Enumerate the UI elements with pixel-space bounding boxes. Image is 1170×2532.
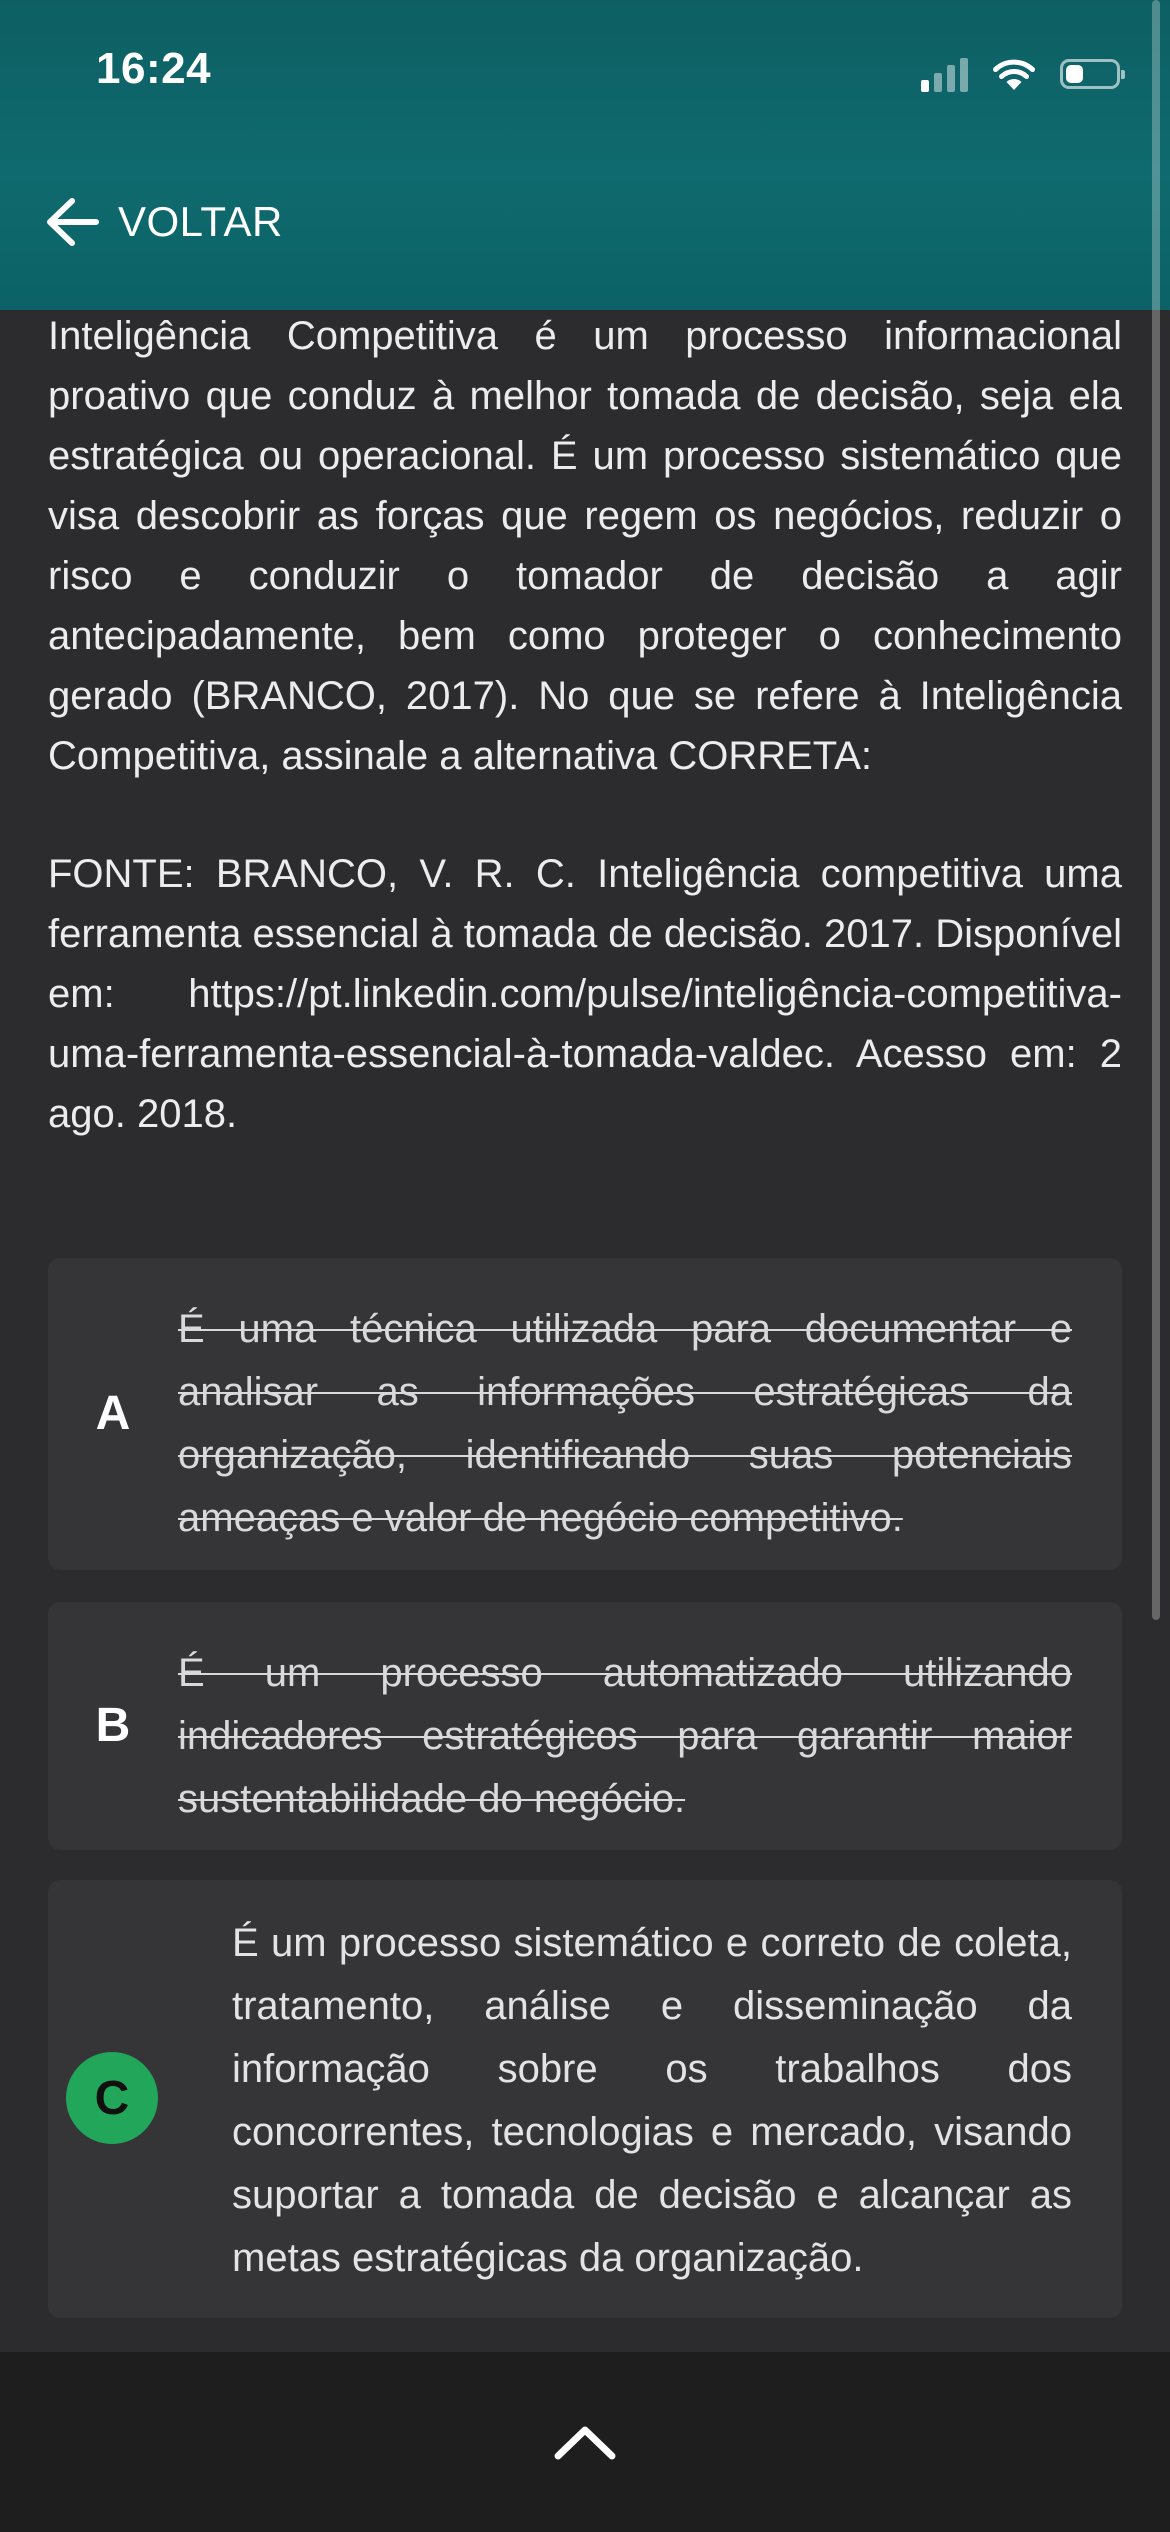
back-button[interactable] — [44, 196, 283, 248]
option-text: É um processo sistemático e correto de coleta, tratamento, análise e disseminação da informação sobre os trabalhos dos concorrentes, tecnologias e mercado, visando suportar a tomada de decisão e alcançar as metas estratégicas da organização. — [232, 1921, 1072, 2280]
selected-option-badge: C — [66, 2052, 158, 2144]
option-letter: B — [95, 1699, 131, 1752]
question-text — [48, 306, 1122, 1144]
back-label: VOLTAR — [118, 198, 283, 245]
status-time: 16:24 — [96, 44, 212, 93]
battery-icon — [1060, 59, 1120, 89]
battery-level — [1066, 65, 1083, 83]
option-letter: A — [95, 1387, 131, 1440]
wifi-icon — [992, 57, 1036, 91]
option-text: É um processo automatizado utilizando indicadores estratégicos para garantir maior sustentabilidade do negócio. — [178, 1651, 1072, 1821]
option-a[interactable] — [48, 1258, 1122, 1570]
arrow-left-icon — [44, 196, 100, 248]
cellular-signal-icon — [921, 56, 968, 92]
option-b[interactable] — [48, 1602, 1122, 1850]
scrollbar[interactable] — [1152, 0, 1160, 1620]
bottom-bar — [0, 2352, 1170, 2532]
option-text: É uma técnica utilizada para documentar e analisar as informações estratégicas da organização, identificando suas potenciais ameaças e valor de negócio competitivo. — [178, 1307, 1072, 1540]
question-source: FONTE: BRANCO, V. R. C. Inteligência competitiva uma ferramenta essencial à tomada de decisão. 2017. Disponível em: https://pt.linkedin.com/pulse/inteligência-competitiva-uma-ferramenta-essencial-à-tomada-valdec. Acesso em: 2 ago. 2018. — [48, 852, 1122, 1136]
question-statement: Inteligência Competitiva é um processo informacional proativo que conduz à melhor tomada de decisão, seja ela estratégica ou operacional. É um processo sistemático que visa descobrir as forças que regem os negócios, reduzir o risco e conduzir o tomador de decisão a agir antecipadamente, bem como proteger o conhecimento gerado (BRANCO, 2017). No que se refere à Inteligência Competitiva, assinale a alternativa CORRETA: — [48, 314, 1122, 778]
option-c[interactable] — [48, 1880, 1122, 2318]
chevron-up-icon[interactable] — [553, 2422, 617, 2462]
status-icons — [921, 52, 1120, 96]
app-header — [0, 0, 1170, 310]
